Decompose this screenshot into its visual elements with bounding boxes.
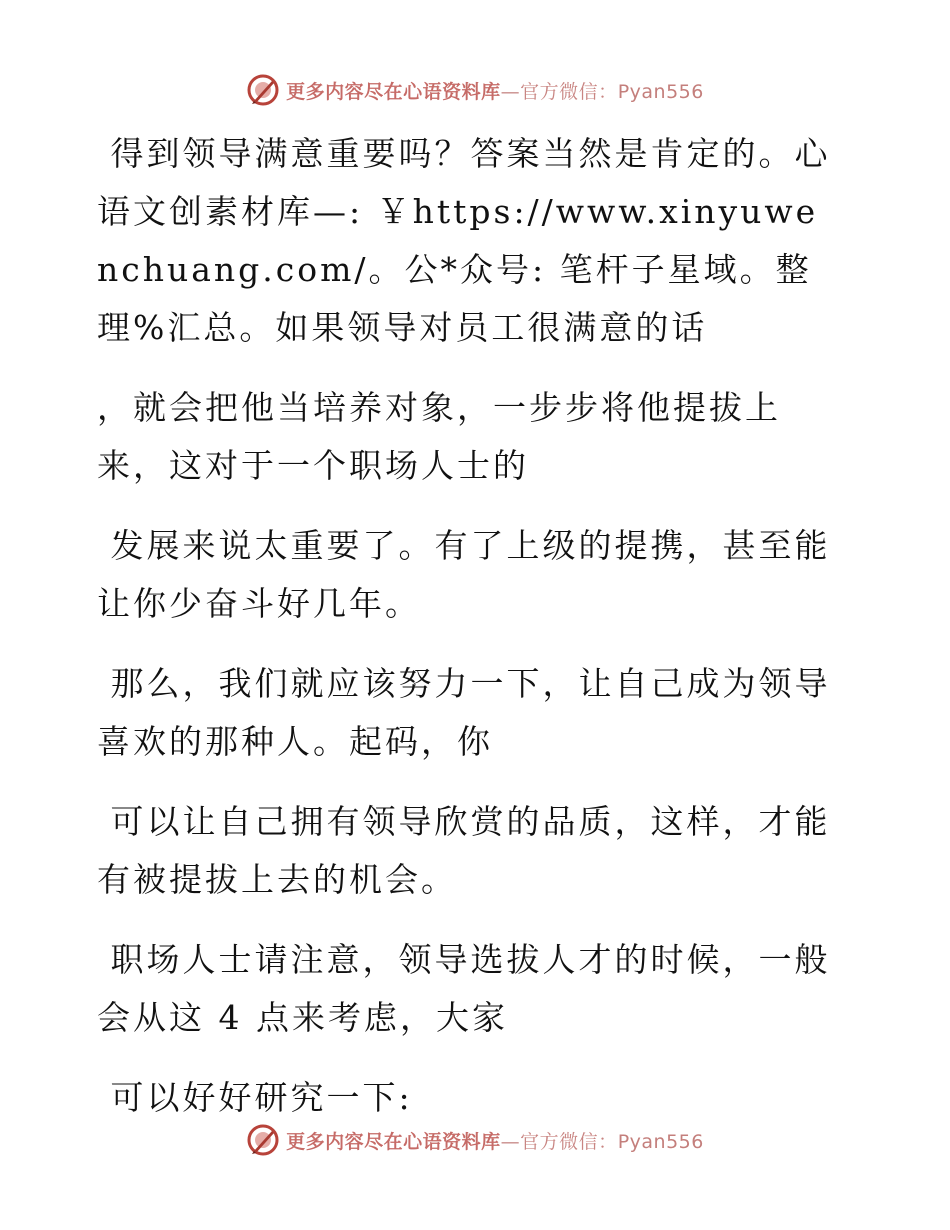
footer-banner-wechat-id: Pyan556 xyxy=(617,1130,704,1153)
paragraph-2: ，就会把他当培养对象，一步步将他提拔上来，这对于一个职场人士的 xyxy=(97,388,781,485)
header-banner-lead: 更多内容尽在心语资料库 xyxy=(286,80,501,103)
paragraph-4: 那么，我们就应该努力一下，让自己成为领导喜欢的那种人。起码，你 xyxy=(97,664,831,761)
footer-banner-wechat-label: 官方微信： xyxy=(520,1130,618,1153)
header-banner-separator: — xyxy=(500,80,521,103)
pen-circle-logo-icon xyxy=(246,73,280,107)
footer-banner-text xyxy=(286,1127,704,1154)
footer-banner-separator: — xyxy=(500,1130,521,1153)
pen-circle-logo-icon xyxy=(246,1123,280,1157)
paragraph-3: 发展来说太重要了。有了上级的提携，甚至能让你少奋斗好几年。 xyxy=(97,526,831,623)
paragraph-1: 得到领导满意重要吗？答案当然是肯定的。心语文创素材库—: ￥https://www.xinyuwenchuang.com/。公*众号: 笔杆子星域。整理%汇总。如果领导对员工很满意的话 xyxy=(97,134,831,347)
paragraph-7: 可以好好研究一下: xyxy=(97,1078,413,1117)
document-body xyxy=(97,125,832,1149)
header-banner xyxy=(0,70,950,110)
paragraph-6: 职场人士请注意，领导选拔人才的时候，一般会从这 4 点来考虑，大家 xyxy=(97,940,831,1037)
paragraph-5: 可以让自己拥有领导欣赏的品质，这样，才能有被提拔上去的机会。 xyxy=(97,802,831,899)
header-banner-wechat-label: 官方微信： xyxy=(520,80,618,103)
footer-banner xyxy=(0,1120,950,1160)
header-banner-text xyxy=(286,77,704,104)
header-banner-wechat-id: Pyan556 xyxy=(617,80,704,103)
footer-banner-lead: 更多内容尽在心语资料库 xyxy=(286,1130,501,1153)
